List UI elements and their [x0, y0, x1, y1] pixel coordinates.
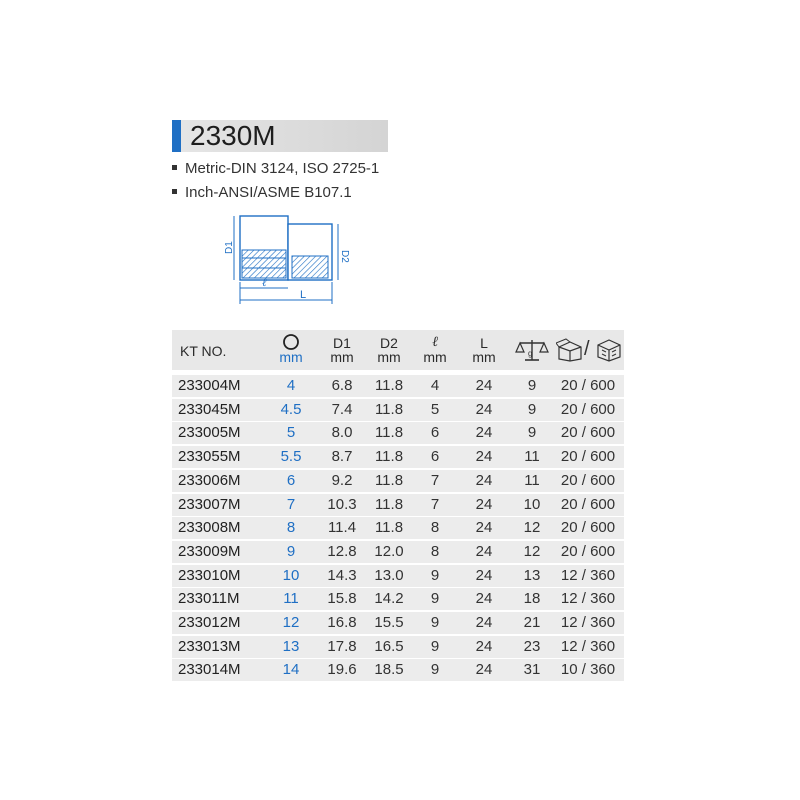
spec-item [172, 184, 352, 201]
row-d2: 15.5 [374, 614, 404, 631]
row-size: 5 [286, 424, 296, 441]
row-pack: 12 / 360 [560, 567, 616, 584]
svg-text:g: g [528, 349, 533, 358]
row-weight: 12 [523, 543, 541, 560]
row-pack: 12 / 360 [560, 614, 616, 631]
diagram-label-d2: D2 [339, 250, 350, 263]
socket-dimension-diagram [220, 210, 360, 310]
row-size: 7 [286, 496, 296, 513]
row-pack: 20 / 600 [560, 377, 616, 394]
spec-text: Inch-ANSI/ASME B107.1 [185, 184, 352, 201]
row-size: 4 [286, 377, 296, 394]
table-row [172, 588, 624, 610]
row-l-large: 24 [475, 448, 493, 465]
spec-text: Metric-DIN 3124, ISO 2725-1 [185, 160, 380, 177]
row-size: 6 [286, 472, 296, 489]
row-l-small: 7 [430, 472, 440, 489]
row-d1: 19.6 [327, 661, 357, 678]
row-weight: 23 [523, 638, 541, 655]
header-l-small [420, 336, 450, 364]
table-row [172, 375, 624, 397]
row-pack: 20 / 600 [560, 424, 616, 441]
row-d1: 12.8 [327, 543, 357, 560]
header-kt-no: KT NO. [180, 343, 227, 359]
row-size: 9 [286, 543, 296, 560]
row-kt-no: 233006M [178, 472, 241, 489]
row-d2: 11.8 [374, 448, 404, 465]
row-d2: 11.8 [374, 519, 404, 536]
row-weight: 9 [527, 424, 537, 441]
row-kt-no: 233009M [178, 543, 241, 560]
header-l-large-label: L [480, 335, 488, 351]
table-row [172, 446, 624, 468]
header-l-small-unit: mm [423, 349, 447, 365]
row-d1: 17.8 [327, 638, 357, 655]
row-kt-no: 233011M [178, 590, 240, 607]
header-d2-unit: mm [377, 349, 401, 365]
table-row [172, 470, 624, 492]
title-bar [172, 120, 388, 152]
row-d1: 8.0 [331, 424, 353, 441]
box-icon [556, 338, 584, 362]
table-row [172, 541, 624, 563]
row-l-large: 24 [475, 377, 493, 394]
page-title: 2330M [190, 120, 276, 151]
header-d2-label: D2 [380, 335, 398, 351]
row-weight: 9 [527, 377, 537, 394]
row-d2: 11.8 [374, 377, 404, 394]
row-weight: 11 [524, 448, 540, 465]
weight-scale-icon [515, 338, 549, 364]
row-l-large: 24 [475, 614, 493, 631]
row-weight: 11 [524, 472, 540, 489]
row-d2: 11.8 [374, 401, 404, 418]
row-d1: 15.8 [327, 590, 357, 607]
table-header [172, 330, 624, 370]
row-l-large: 24 [475, 638, 493, 655]
diagram-label-l-large: L [300, 289, 307, 301]
row-d2: 11.8 [374, 496, 404, 513]
carton-icon [596, 338, 622, 362]
table-row [172, 659, 624, 681]
row-d2: 18.5 [374, 661, 404, 678]
row-size: 12 [282, 614, 300, 631]
row-pack: 20 / 600 [560, 543, 616, 560]
row-kt-no: 233055M [178, 448, 241, 465]
row-l-small: 5 [430, 401, 440, 418]
row-l-large: 24 [475, 472, 493, 489]
row-pack: 12 / 360 [560, 590, 616, 607]
row-l-large: 24 [475, 567, 493, 584]
row-pack: 20 / 600 [560, 472, 616, 489]
spec-item [172, 160, 379, 177]
row-l-large: 24 [475, 543, 493, 560]
row-l-large: 24 [475, 424, 493, 441]
row-weight: 9 [527, 401, 537, 418]
row-l-large: 24 [475, 496, 493, 513]
row-d1: 9.2 [331, 472, 353, 489]
title-accent-bar [172, 120, 181, 152]
row-kt-no: 233007M [178, 496, 241, 513]
row-pack: 12 / 360 [560, 638, 616, 655]
row-kt-no: 233014M [178, 661, 241, 678]
row-d1: 11.4 [327, 519, 357, 536]
row-d2: 11.8 [374, 424, 404, 441]
row-d2: 11.8 [374, 472, 404, 489]
table-row [172, 422, 624, 444]
row-d2: 13.0 [374, 567, 404, 584]
row-d2: 12.0 [374, 543, 404, 560]
row-l-large: 24 [475, 590, 493, 607]
row-d2: 14.2 [374, 590, 404, 607]
diagram-label-d1: D1 [224, 241, 235, 254]
header-size-unit: mm [279, 349, 303, 365]
row-pack: 20 / 600 [560, 448, 616, 465]
header-d1-label: D1 [333, 335, 351, 351]
header-l-large-unit: mm [472, 349, 496, 365]
row-d1: 14.3 [327, 567, 357, 584]
row-weight: 21 [523, 614, 541, 631]
row-kt-no: 233012M [178, 614, 241, 631]
row-l-small: 9 [430, 638, 440, 655]
header-size [276, 334, 306, 364]
table-row [172, 399, 624, 421]
row-pack: 20 / 600 [560, 401, 616, 418]
row-l-small: 9 [430, 614, 440, 631]
row-weight: 10 [523, 496, 541, 513]
row-kt-no: 233013M [178, 638, 241, 655]
row-l-small: 9 [430, 567, 440, 584]
row-kt-no: 233010M [178, 567, 241, 584]
row-l-small: 9 [430, 661, 440, 678]
row-size: 8 [286, 519, 296, 536]
row-l-small: 8 [430, 543, 440, 560]
row-size: 10 [282, 567, 300, 584]
table-row [172, 494, 624, 516]
row-kt-no: 233045M [178, 401, 241, 418]
row-l-large: 24 [475, 519, 493, 536]
row-l-small: 6 [430, 424, 440, 441]
row-l-small: 7 [430, 496, 440, 513]
row-l-small: 4 [430, 377, 440, 394]
row-size: 13 [282, 638, 300, 655]
hexagon-size-icon [282, 334, 300, 350]
table-row [172, 517, 624, 539]
table-row [172, 612, 624, 634]
row-l-small: 9 [430, 590, 440, 607]
row-pack: 20 / 600 [560, 519, 616, 536]
header-d1-unit: mm [330, 349, 354, 365]
row-d2: 16.5 [374, 638, 404, 655]
bullet-icon [172, 165, 177, 170]
diagram-label-l-small: ℓ [262, 277, 267, 289]
row-size: 11 [283, 590, 299, 607]
header-l-large [469, 336, 499, 364]
row-weight: 18 [523, 590, 541, 607]
row-d1: 8.7 [331, 448, 353, 465]
row-d1: 7.4 [331, 401, 353, 418]
row-l-small: 8 [430, 519, 440, 536]
row-size: 5.5 [280, 448, 302, 465]
table-row [172, 636, 624, 658]
header-l-small-label: ℓ [432, 335, 438, 350]
row-d1: 10.3 [327, 496, 357, 513]
header-d2 [369, 336, 409, 364]
row-weight: 12 [523, 519, 541, 536]
row-d1: 6.8 [331, 377, 353, 394]
bullet-icon [172, 189, 177, 194]
row-pack: 10 / 360 [560, 661, 616, 678]
row-kt-no: 233005M [178, 424, 241, 441]
pack-separator: / [584, 338, 590, 360]
row-d1: 16.8 [327, 614, 357, 631]
row-size: 4.5 [280, 401, 302, 418]
row-kt-no: 233008M [178, 519, 241, 536]
row-l-large: 24 [475, 661, 493, 678]
row-kt-no: 233004M [178, 377, 241, 394]
row-size: 14 [282, 661, 300, 678]
row-weight: 13 [523, 567, 541, 584]
row-l-large: 24 [475, 401, 493, 418]
row-weight: 31 [523, 661, 541, 678]
header-d1 [322, 336, 362, 364]
table-row [172, 565, 624, 587]
row-pack: 20 / 600 [560, 496, 616, 513]
row-l-small: 6 [430, 448, 440, 465]
